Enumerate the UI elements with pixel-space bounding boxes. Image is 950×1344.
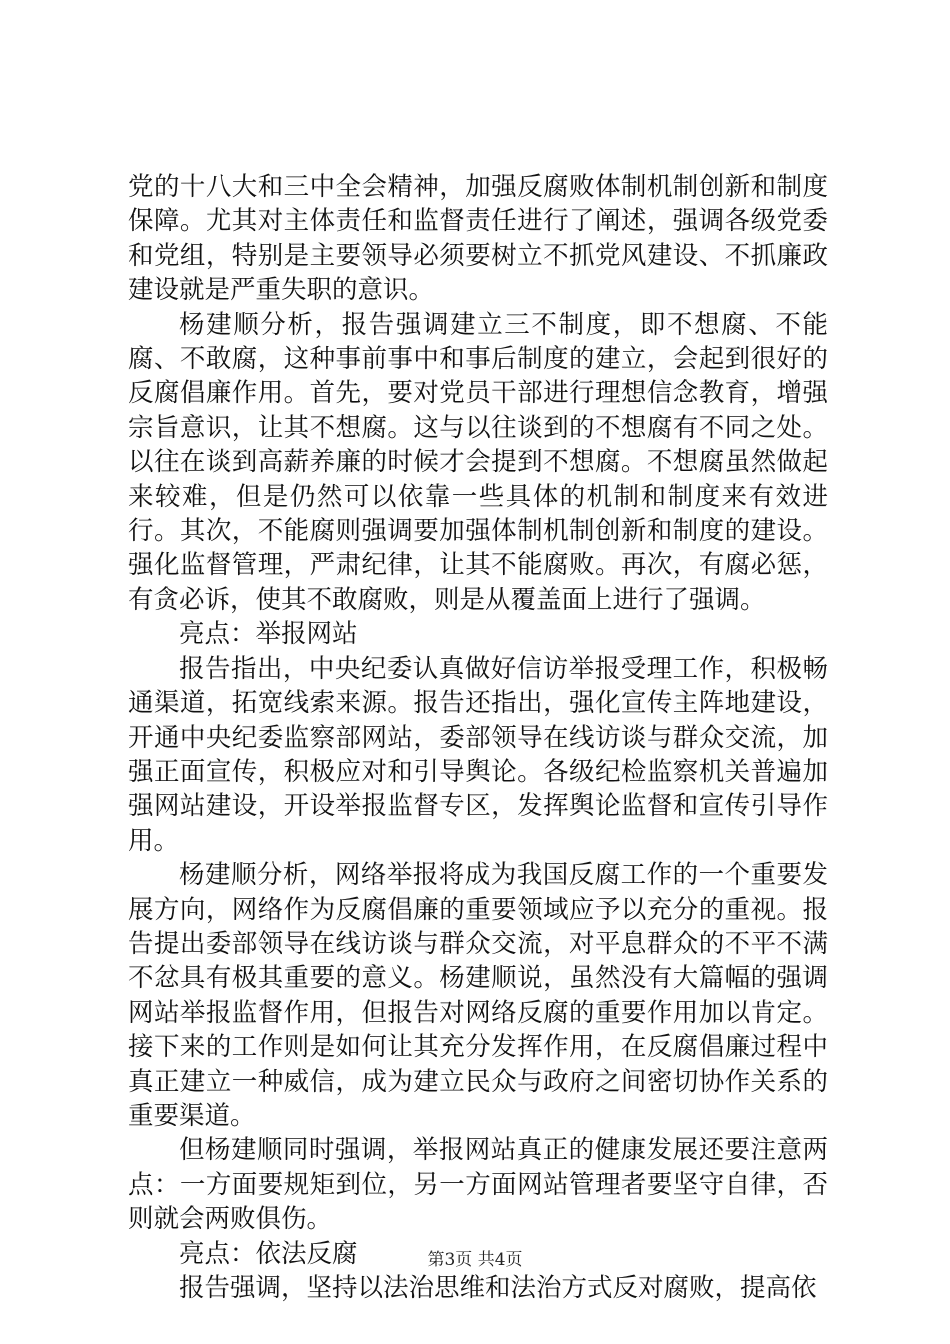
paragraph-2: 杨建顺分析，报告强调建立三不制度，即不想腐、不能腐、不敢腐，这种事前事中和事后制度的建立，会起到很好的反腐倡廉作用。首先，要对党员干部进行理想信念教育，增强宗旨意识，让其不想腐。这与以往谈到的不想腐有不同之处。以往在谈到高薪养廉的时候才会提到不想腐。不想腐虽然做起来较难，但是仍然可以依靠一些具体的机制和制度来有效进行。其次，不能腐则强调要加强体制机制创新和制度的建设。强化监督管理，严肃纪律，让其不能腐败。再次，有腐必惩，有贪必诉，使其不敢腐败，则是从覆盖面上进行了强调。 [128, 309, 828, 615]
paragraph-5: 但杨建顺同时强调，举报网站真正的健康发展还要注意两点：一方面要规矩到位，另一方面网站管理者要坚守自律，否则就会两败俱伤。 [128, 1135, 828, 1235]
paragraph-4: 杨建顺分析，网络举报将成为我国反腐工作的一个重要发展方向，网络作为反腐倡廉的重要领域应予以充分的重视。报告提出委部领导在线访谈与群众交流，对平息群众的不平不满不忿具有极其重要的意义。杨建顺说，虽然没有大篇幅的强调网站举报监督作用，但报告对网络反腐的重要作用加以肯定。接下来的工作则是如何让其充分发挥作用，在反腐倡廉过程中真正建立一种威信，成为建立民众与政府之间密切协作关系的重要渠道。 [128, 860, 828, 1131]
document-body [128, 170, 828, 1305]
page-footer: 第3页 共4页 [427, 1250, 523, 1270]
paragraph-1: 党的十八大和三中全会精神，加强反腐败体制机制创新和制度保障。尤其对主体责任和监督责任进行了阐述，强调各级党委和党组，特别是主要领导必须要树立不抓党风建设、不抓廉政建设就是严重失职的意识。 [128, 172, 828, 306]
paragraph-6: 报告强调，坚持以法治思维和法治方式反对腐败，提高依 [179, 1273, 817, 1303]
section-heading-legal-anticorruption: 亮点：依法反腐 [179, 1238, 358, 1269]
section-heading-report-website: 亮点：举报网站 [179, 619, 358, 650]
paragraph-3: 报告指出，中央纪委认真做好信访举报受理工作，积极畅通渠道，拓宽线索来源。报告还指出，强化宣传主阵地建设，开通中央纪委监察部网站，委部领导在线访谈与群众交流，加强正面宣传，积极应对和引导舆论。各级纪检监察机关普遍加强网站建设，开设举报监督专区，发挥舆论监督和宣传引导作用。 [128, 653, 828, 856]
